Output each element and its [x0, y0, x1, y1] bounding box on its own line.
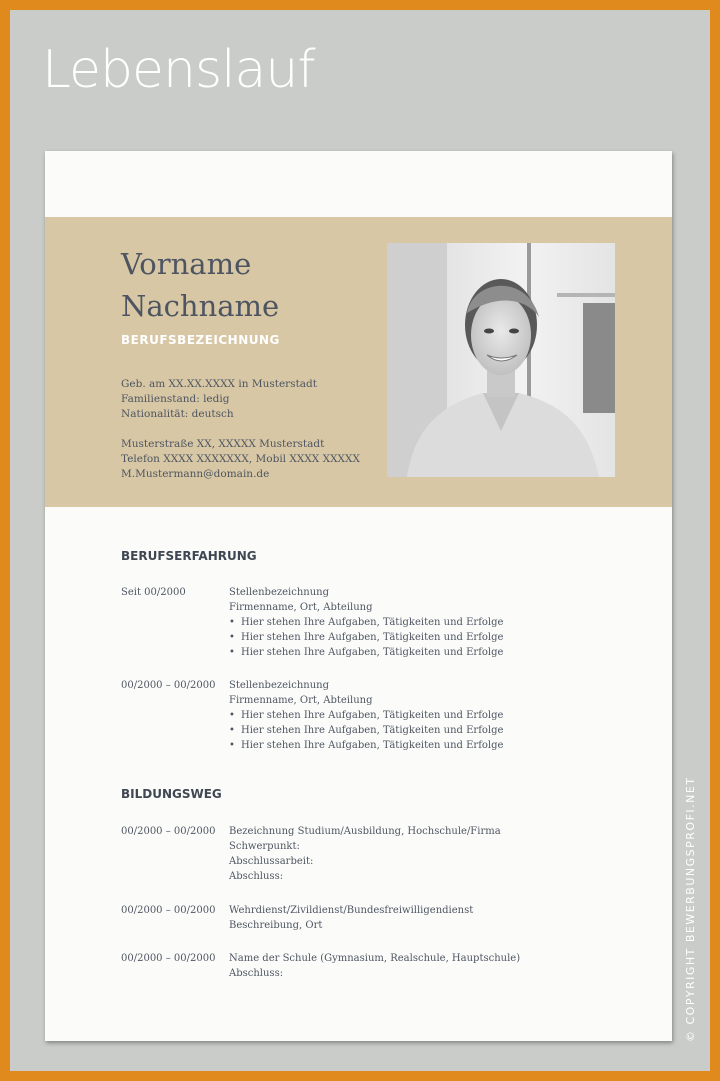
entry-line: Abschluss: — [229, 968, 284, 979]
entry-line: Bezeichnung Studium/Ausbildung, Hochschule/Firma — [229, 826, 501, 837]
entry-date: 00/2000 – 00/2000 — [121, 953, 216, 964]
entry-date: 00/2000 – 00/2000 — [121, 826, 216, 837]
entry-bullet: • Hier stehen Ihre Aufgaben, Tätigkeiten und Erfolge — [229, 708, 649, 723]
entry-company: Firmenname, Ort, Abteilung — [229, 695, 373, 706]
entry-company: Firmenname, Ort, Abteilung — [229, 602, 373, 613]
entry-line: Wehrdienst/Zivildienst/Bundesfreiwilligendienst — [229, 905, 474, 916]
page-heading: Lebenslauf — [42, 40, 315, 100]
entry-position: Stellenbezeichnung — [229, 680, 330, 691]
entry-date: 00/2000 – 00/2000 — [121, 680, 216, 691]
entry-line: Abschluss: — [229, 871, 284, 882]
entry-line: Name der Schule (Gymnasium, Realschule, Hauptschule) — [229, 953, 521, 964]
entry-bullet: • Hier stehen Ihre Aufgaben, Tätigkeiten und Erfolge — [229, 630, 649, 645]
entry-bullet: • Hier stehen Ihre Aufgaben, Tätigkeiten und Erfolge — [229, 723, 649, 738]
contact-info — [121, 437, 360, 482]
entry-position: Stellenbezeichnung — [229, 587, 330, 598]
entry-bullet: • Hier stehen Ihre Aufgaben, Tätigkeiten und Erfolge — [229, 738, 649, 753]
background-frame — [10, 10, 710, 1071]
first-name: Vorname — [121, 247, 252, 281]
birth-info: Geb. am XX.XX.XXXX in Musterstadt — [121, 378, 317, 390]
phone: Telefon XXXX XXXXXXX, Mobil XXXX XXXXX — [121, 453, 360, 465]
entry-body — [229, 951, 649, 981]
education-section-title: BILDUNGSWEG — [121, 787, 222, 801]
entry-date: Seit 00/2000 — [121, 587, 186, 598]
entry-body — [229, 903, 649, 933]
entry-bullet: • Hier stehen Ihre Aufgaben, Tätigkeiten und Erfolge — [229, 615, 649, 630]
entry-date: 00/2000 – 00/2000 — [121, 905, 216, 916]
job-title: BERUFSBEZEICHNUNG — [121, 333, 280, 347]
portrait-photo — [387, 243, 615, 477]
copyright-notice: © COPYRIGHT BEWERBUNGSPROFI.NET — [684, 776, 697, 1042]
entry-body — [229, 585, 649, 660]
cv-document — [45, 151, 672, 1041]
last-name: Nachname — [121, 289, 280, 323]
entry-line: Abschlussarbeit: — [229, 856, 314, 867]
entry-bullet: • Hier stehen Ihre Aufgaben, Tätigkeiten und Erfolge — [229, 645, 649, 660]
portrait-photo-icon — [387, 243, 615, 477]
address: Musterstraße XX, XXXXX Musterstadt — [121, 438, 325, 450]
entry-line: Schwerpunkt: — [229, 841, 300, 852]
nationality: Nationalität: deutsch — [121, 408, 234, 420]
entry-body — [229, 824, 649, 884]
personal-info — [121, 377, 317, 422]
experience-section-title: BERUFSERFAHRUNG — [121, 549, 257, 563]
full-name — [121, 243, 279, 327]
header-band — [45, 217, 672, 507]
email: M.Mustermann@domain.de — [121, 468, 270, 480]
entry-line: Beschreibung, Ort — [229, 920, 323, 931]
entry-body — [229, 678, 649, 753]
family-status: Familienstand: ledig — [121, 393, 230, 405]
